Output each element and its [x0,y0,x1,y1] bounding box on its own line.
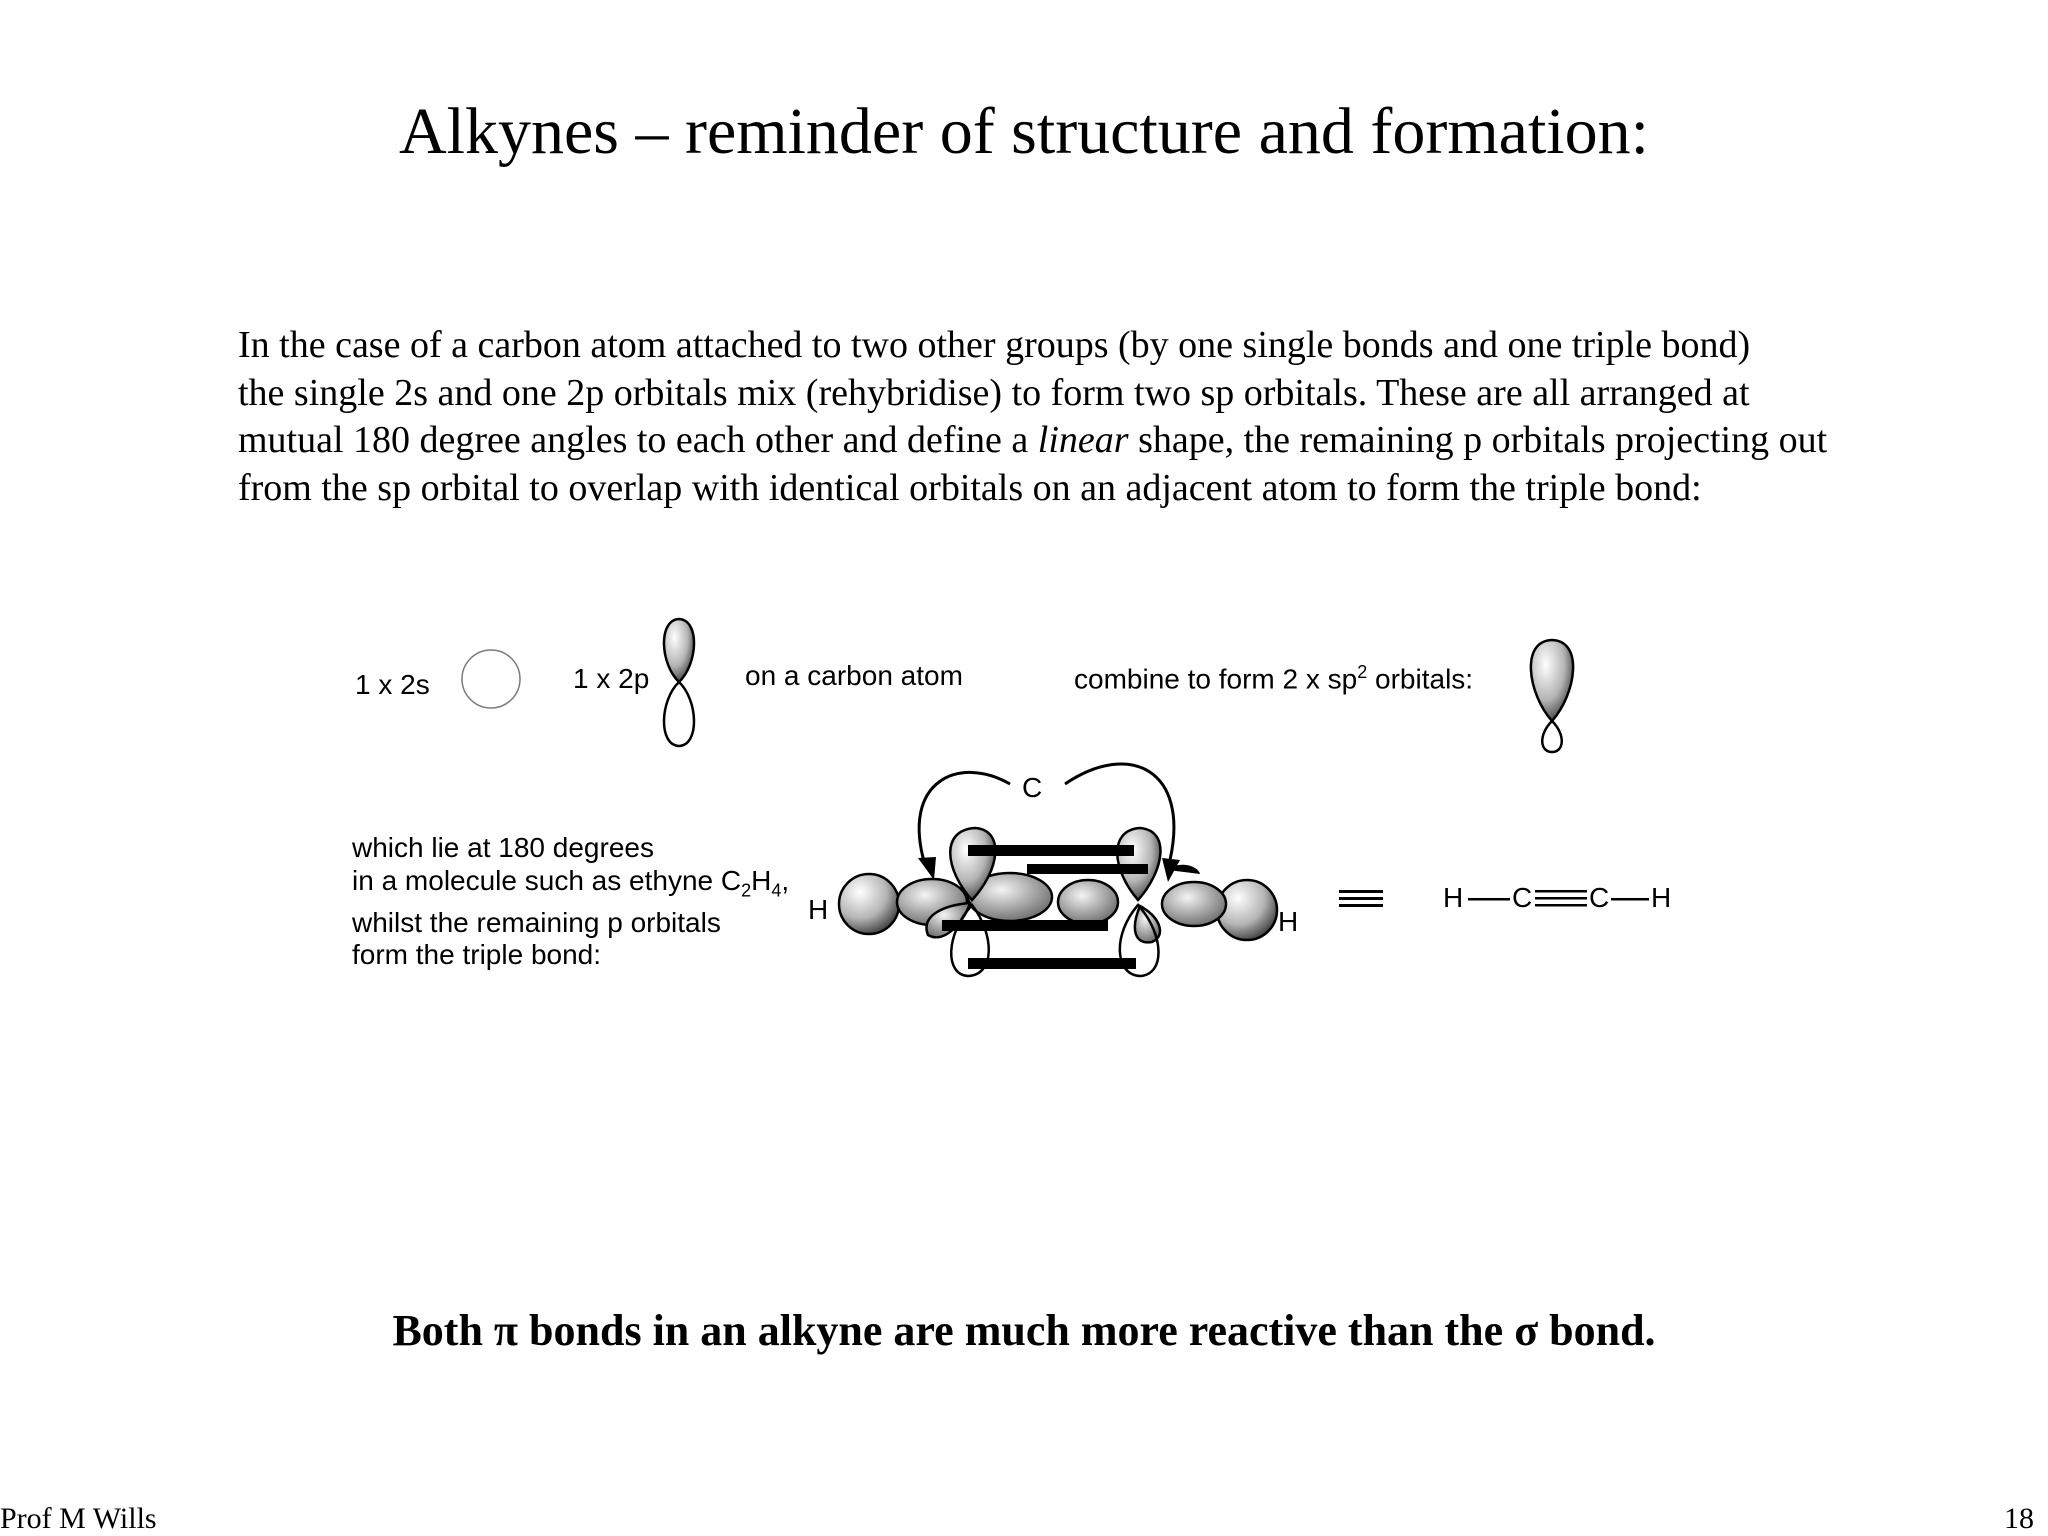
subscript-h: 4 [771,880,782,901]
hydrogen-sphere-left [839,874,899,934]
paragraph-line-3-end: shape, the remaining p orbitals projecting out [1128,419,1828,461]
label-2s: 1 x 2s [355,669,430,700]
formula-h-right: H [1651,882,1672,913]
side-caption-line-4: form the triple bond: [352,939,602,971]
paragraph-line-2: the single 2s and one 2p orbitals mix (rehybridise) to form two sp orbitals. These are all arranged at [238,371,1750,414]
slide-title: Alkynes – reminder of structure and formation: [399,95,1649,168]
orbital-2p [664,619,694,746]
label-combine-text: combine to form 2 x sp [1074,663,1358,695]
sigma-symbol: σ [1514,1306,1539,1355]
orbital-sp [1531,640,1573,752]
paragraph-line-4: from the sp orbital to overlap with identical orbitals on an adjacent atom to form the triple bond: [238,466,1702,509]
formula-c-right: C [1589,882,1610,913]
paragraph-line-3-start: mutual 180 degree angles to each other and define a [238,419,1038,461]
arrow-head-left [918,857,936,880]
orbital-2s [462,650,520,708]
side-caption-h: H [751,864,772,896]
emphasis-linear: linear [1037,419,1129,461]
subscript-c: 2 [741,880,752,901]
side-caption-line-3: whilst the remaining p orbitals [352,906,721,938]
side-caption-line-2-start: in a molecule such as ethyne C [352,864,742,896]
conclusion-middle: bonds in an alkyne are much more reactive than the [518,1306,1515,1355]
paragraph-line-1: In the case of a carbon atom attached to two other groups (by one single bonds and one triple bond) [238,324,1751,366]
label-combine-superscript: 2 [1357,662,1368,682]
formula-h-left: H [1443,882,1464,913]
label-combine-end: orbitals: [1367,663,1474,695]
equivalent-sign [1339,890,1383,907]
label-2p: 1 x 2p [573,663,650,694]
label-carbon-atom: on a carbon atom [745,660,963,691]
formula-bonds [1468,890,1649,907]
conclusion-end: bond. [1538,1306,1656,1355]
side-caption-line-1: which lie at 180 degrees [352,832,654,863]
atom-label-h-left: H [808,894,829,925]
conclusion-statement [0,1303,2048,1359]
footer-author: Prof M Wills [0,1502,157,1535]
side-caption-comma: , [781,864,790,896]
pi-symbol: π [493,1306,519,1355]
slide-number: 18 [2004,1502,2034,1535]
conclusion-start: Both [392,1306,494,1355]
atom-label-h-right: H [1278,906,1299,937]
atom-label-c: C [1022,772,1043,803]
formula-c-left: C [1512,882,1533,913]
